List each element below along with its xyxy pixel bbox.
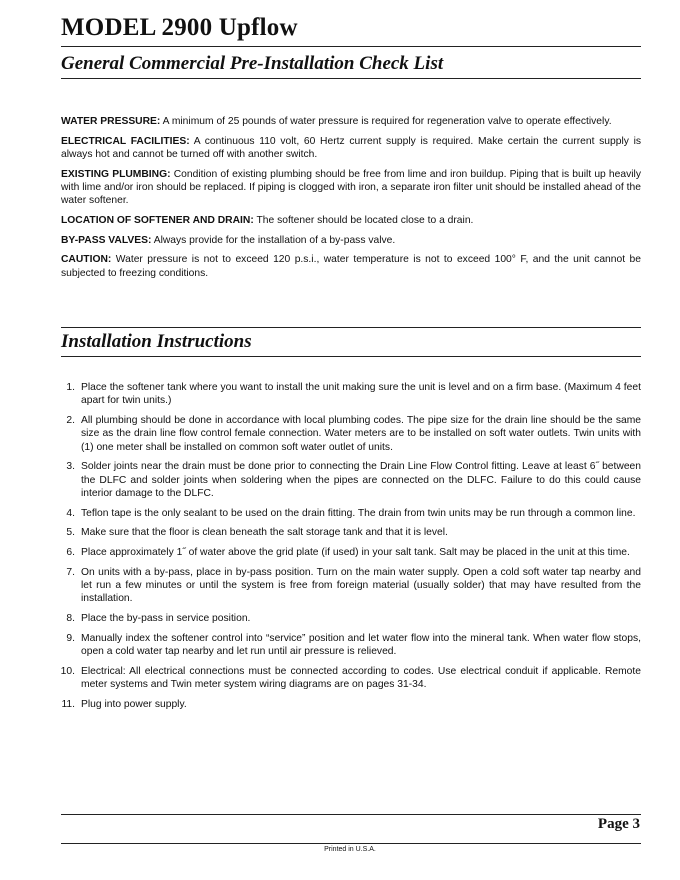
step-item (61, 526, 641, 539)
step-text: Manually index the softener control into “service” position and let water flow into the mineral tank. When water flow stops, open a cold water tap nearby and let run until air pressure is relieved. (81, 632, 641, 657)
checklist-label: WATER PRESSURE: (61, 116, 161, 127)
checklist-item (61, 115, 641, 128)
step-number: 11. (61, 698, 75, 710)
checklist-heading-rule (61, 78, 641, 79)
footer-rule (61, 814, 641, 815)
step-text: Plug into power supply. (81, 698, 187, 710)
checklist-item (61, 253, 641, 280)
page-title: MODEL 2900 Upflow (61, 14, 298, 41)
title-rule (61, 46, 641, 47)
step-item (61, 566, 641, 606)
installation-steps (61, 381, 641, 717)
step-text: On units with a by-pass, place in by-pass position. Turn on the main water supply. Open a cold soft water tap nearby and let run a few minutes or until the system is free from foreign material (usually solder) that may have resulted from the installation. (81, 566, 641, 605)
checklist-item (61, 168, 641, 208)
step-number: 9. (66, 632, 75, 644)
step-number: 5. (66, 527, 75, 539)
page-number: Page 3 (597, 816, 640, 832)
printed-in-usa: Printed in U.S.A. (324, 846, 376, 853)
step-item (61, 665, 641, 692)
step-number: 3. (66, 461, 75, 473)
checklist-item (61, 135, 641, 162)
step-item (61, 381, 641, 408)
checklist-text: A minimum of 25 pounds of water pressure is required for regeneration valve to operate effectively. (162, 116, 612, 127)
checklist-label: ELECTRICAL FACILITIES: (61, 135, 190, 147)
step-number: 2. (66, 415, 75, 426)
step-item (61, 460, 641, 500)
checklist-text: The softener should be located close to a drain. (256, 215, 474, 226)
step-number: 10. (60, 665, 75, 677)
checklist-label: EXISTING PLUMBING: (61, 168, 171, 180)
step-text: Place approximately 1˝ of water above the grid plate (if used) in your salt tank. Salt may be placed in the unit at this time. (81, 547, 630, 558)
footer-bottom-rule (61, 843, 641, 844)
step-number: 4. (66, 507, 75, 519)
step-item (61, 546, 641, 559)
step-item (61, 507, 641, 520)
step-item (61, 414, 641, 454)
checklist-label: BY-PASS VALVES: (61, 234, 152, 246)
checklist-label: LOCATION OF SOFTENER AND DRAIN: (61, 215, 254, 226)
checklist-label: CAUTION: (61, 254, 112, 266)
checklist-text: Always provide for the installation of a by-pass valve. (153, 234, 396, 246)
checklist-heading: General Commercial Pre-Installation Check List (61, 53, 444, 74)
step-text: Teflon tape is the only sealant to be used on the drain fitting. The drain from twin units may be run through a common line. (81, 507, 636, 519)
checklist-item (61, 214, 641, 227)
step-text: Place the softener tank where you want to install the unit making sure the unit is level and on a firm base. (Maximum 4 feet apart for twin units.) (81, 382, 641, 407)
step-text: Electrical: All electrical connections must be connected according to codes. Use electrical conduit if applicable. Remote meter systems and Twin meter system wiring diagrams are on pages 31-34. (81, 665, 641, 690)
installation-top-rule (61, 327, 641, 328)
installation-heading-rule (61, 356, 641, 357)
step-item (61, 632, 641, 659)
step-text: Place the by-pass in service position. (81, 613, 251, 624)
step-item (61, 612, 641, 625)
checklist-text: Condition of existing plumbing should be free from lime and iron buildup. Piping that is built up heavily with lime and/or iron should be replaced. If piping is clogged with iron, a separate iron filter unit should be installed ahead of the water softener. (61, 168, 641, 207)
step-text: Make sure that the floor is clean beneath the salt storage tank and that it is level. (81, 527, 448, 539)
step-text: All plumbing should be done in accordance with local plumbing codes. The pipe size for the drain line should be the same size as the drain line flow control female connection. Water meters are to be installed on soft water outlets. Twin units with (1) one meter shall be installed on common soft water outlet of units. (81, 415, 641, 453)
installation-heading: Installation Instructions (61, 331, 252, 352)
checklist-text: A continuous 110 volt, 60 Hertz current supply is required. Make certain the current supply is always hot and cannot be turned off with another switch. (61, 135, 642, 160)
checklist-item (61, 234, 641, 247)
step-number: 1. (66, 382, 75, 393)
checklist-text: Water pressure is not to exceed 120 p.s.i., water temperature is not to exceed 100° F, and the unit cannot be subjected to freezing conditions. (61, 254, 641, 279)
checklist-section (61, 115, 641, 286)
step-text: Solder joints near the drain must be done prior to connecting the Drain Line Flow Control fitting. Leave at least 6˝ between the DLFC and solder joints when soldering when the pipes are connected on the DLFC. Failure to do this could cause interior damage to the DLFC. (81, 461, 641, 500)
step-number: 6. (66, 547, 75, 558)
step-number: 8. (66, 613, 75, 624)
step-number: 7. (66, 566, 75, 578)
step-item (61, 698, 641, 711)
